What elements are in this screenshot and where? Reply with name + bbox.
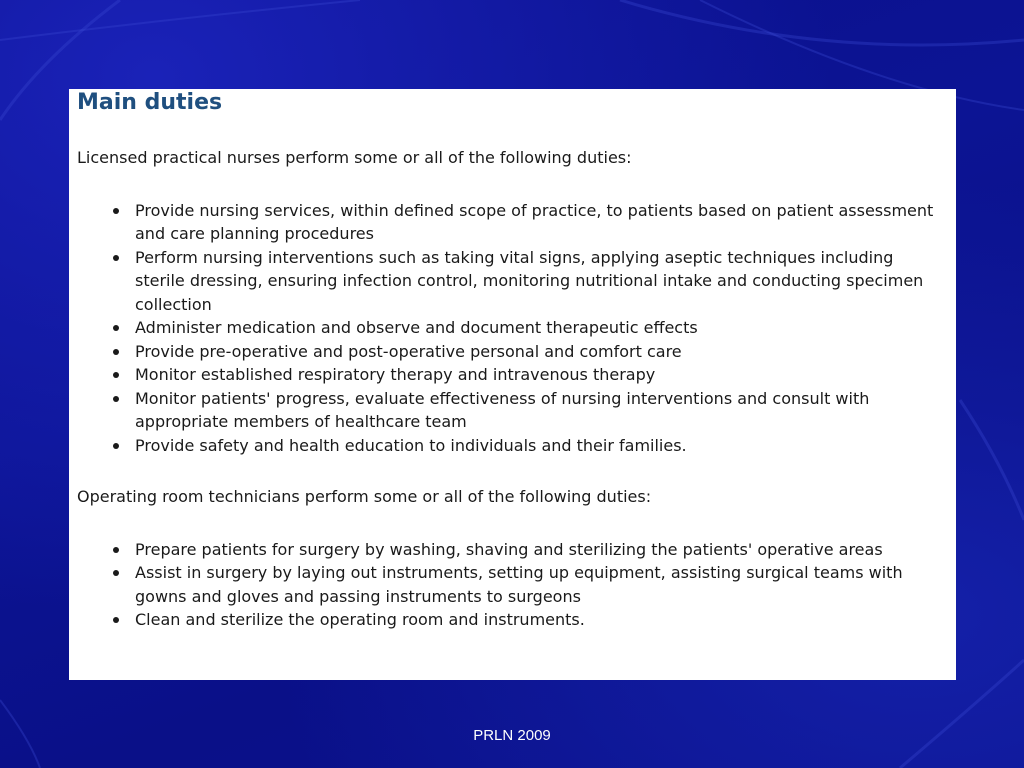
list-item: Monitor established respiratory therapy and intravenous therapy [135, 363, 948, 387]
list-item: Perform nursing interventions such as taking vital signs, applying aseptic techniques including sterile dressing, ensuring infection control, monitoring nutritional intake and conducting specimen collection [135, 246, 948, 317]
list-item: Prepare patients for surgery by washing, shaving and sterilizing the patients' operative areas [135, 538, 948, 562]
slide-footer: PRLN 2009 [473, 727, 551, 744]
lpn-duties-list [77, 199, 948, 458]
list-item: Provide nursing services, within defined scope of practice, to patients based on patient assessment and care planning procedures [135, 199, 948, 246]
list-item: Clean and sterilize the operating room and instruments. [135, 608, 948, 632]
lpn-intro: Licensed practical nurses perform some or all of the following duties: [77, 148, 632, 167]
list-item: Provide pre-operative and post-operative personal and comfort care [135, 340, 948, 364]
list-item: Assist in surgery by laying out instruments, setting up equipment, assisting surgical teams with gowns and gloves and passing instruments to surgeons [135, 561, 948, 608]
ort-duties-list [77, 538, 948, 632]
list-item: Monitor patients' progress, evaluate effectiveness of nursing interventions and consult with appropriate members of healthcare team [135, 387, 948, 434]
list-item: Administer medication and observe and document therapeutic effects [135, 316, 948, 340]
duties-panel [69, 89, 956, 680]
ort-intro: Operating room technicians perform some or all of the following duties: [77, 487, 652, 506]
slide-title: Main duties [77, 90, 223, 115]
list-item: Provide safety and health education to individuals and their families. [135, 434, 948, 458]
